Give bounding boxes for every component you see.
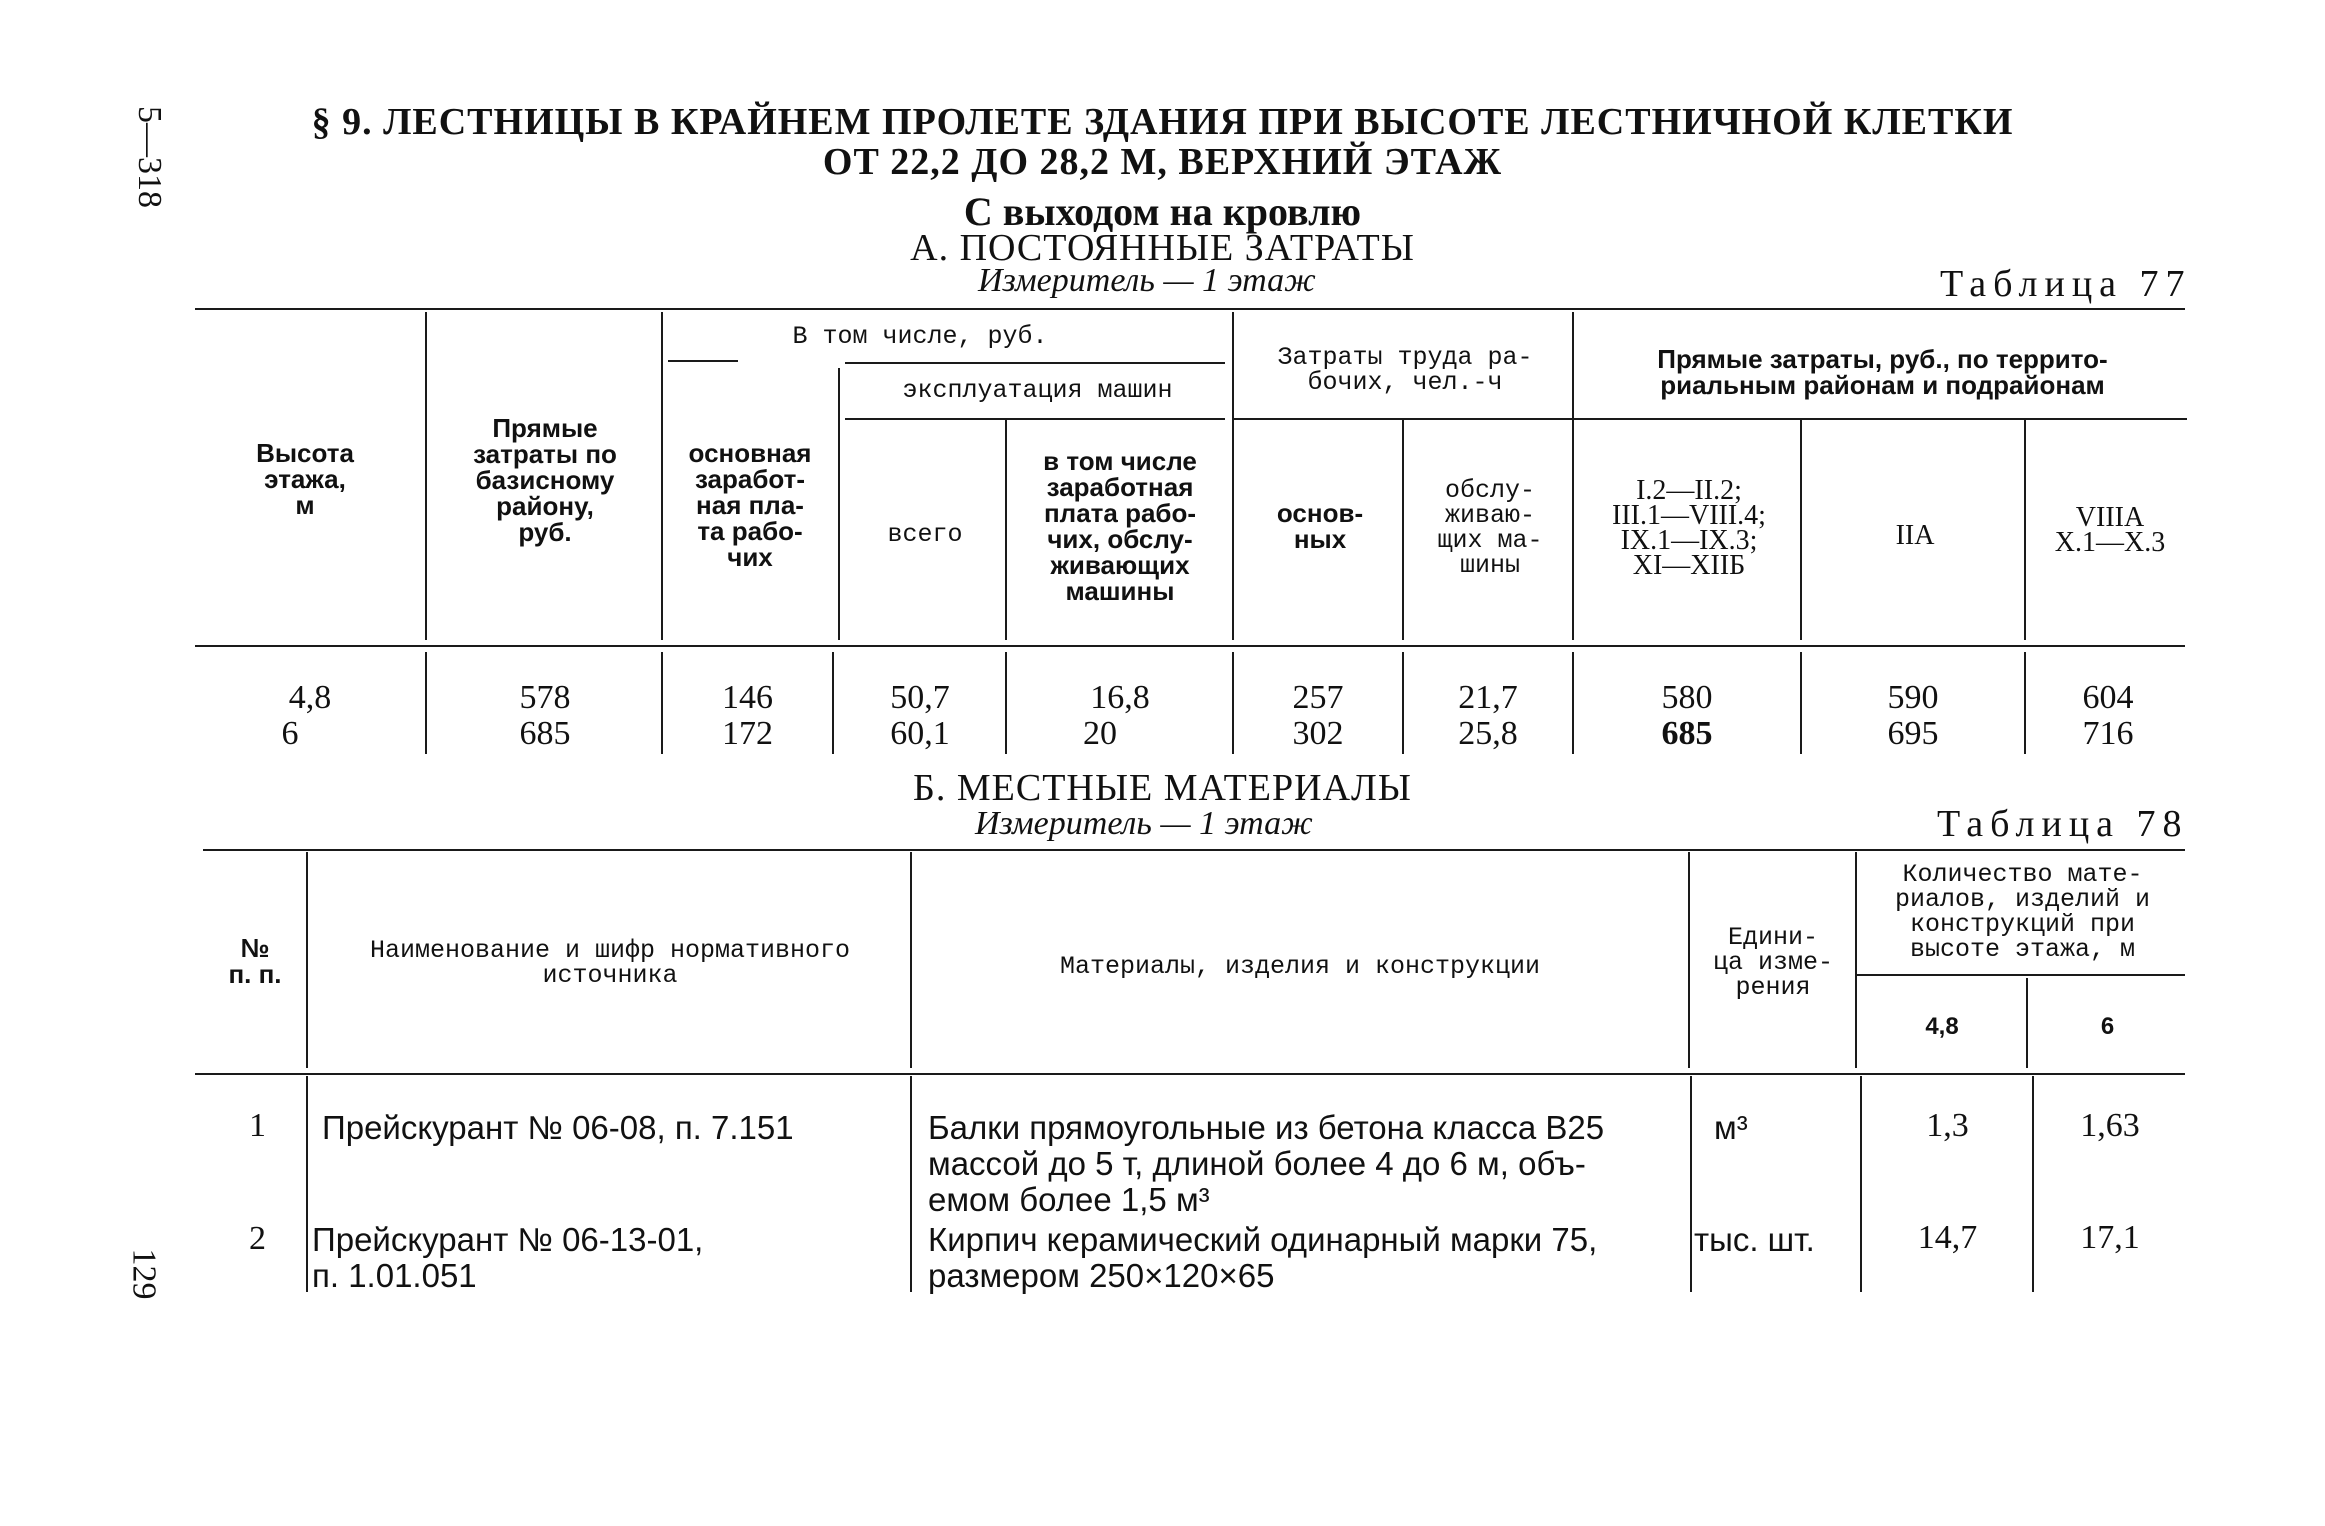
header-region-1: I.2—II.2; III.1—VIII.4; IX.1—IX.3; XI—XIIБ — [1612, 475, 1766, 581]
cell-r1: 580 — [1661, 679, 1713, 716]
cell-r2: 695 — [1887, 715, 1939, 752]
cell-incl-wage: 16,8 — [1090, 679, 1150, 716]
section-b-measure: Измеритель — 1 этаж — [975, 805, 1313, 842]
section-a-title: А. ПОСТОЯННЫЕ ЗАТРАТЫ — [910, 227, 1415, 269]
header-machine-operation: эксплуатация машин — [902, 376, 1173, 405]
cell-r1: 685 — [1661, 715, 1713, 752]
cell-number: 1 — [249, 1107, 266, 1144]
header-quantity: Количество мате- риалов, изделий и конструкций при высоте этажа, м — [1894, 860, 2151, 964]
header-height: Высота этажа, м — [256, 438, 354, 520]
header-number: № п. п. — [228, 933, 282, 989]
cell-wage: 146 — [722, 679, 773, 716]
header-unit: Едини- ца изме- рения — [1712, 923, 1834, 1002]
cell-total: 50,7 — [890, 679, 950, 716]
header-incl-wage: в том числе заработная плата рабо- чих, обслу- живающих машины — [1043, 446, 1197, 606]
section-b-title: Б. МЕСТНЫЕ МАТЕРИАЛЫ — [913, 767, 1412, 809]
cell-direct: 685 — [519, 715, 571, 752]
header-height-6: 6 — [2100, 1013, 2115, 1040]
cell-r2: 590 — [1887, 679, 1939, 716]
cell-material: Кирпич керамический одинарный марки 75, размером 250×120×65 — [928, 1221, 1598, 1294]
cell-qty-4-8: 1,3 — [1926, 1107, 1969, 1144]
header-including: В том числе, руб. — [792, 322, 1048, 351]
header-base-wage: основная заработ- ная пла- та рабо- чих — [688, 438, 812, 572]
header-materials: Материалы, изделия и конструкции — [1059, 952, 1541, 981]
section-a-measure: Измеритель — 1 этаж — [978, 262, 1316, 299]
cell-source: Прейскурант № 06-13-01, п. 1.01.051 — [312, 1221, 704, 1294]
header-region-2: IIA — [1895, 520, 1935, 551]
header-main-workers: основ- ных — [1276, 498, 1364, 554]
cell-qty-6: 1,63 — [2080, 1107, 2140, 1144]
cell-height: 6 — [281, 715, 299, 752]
header-total: всего — [887, 520, 963, 549]
cell-qty-4-8: 14,7 — [1917, 1219, 1978, 1256]
cell-r3: 604 — [2082, 679, 2134, 716]
cell-service: 25,8 — [1458, 715, 1518, 752]
header-direct-costs: Прямые затраты по базисному району, руб. — [473, 413, 617, 547]
cell-number: 2 — [249, 1220, 266, 1257]
margin-page-number: 129 — [125, 1248, 163, 1300]
table-78-label: Таблица 78 — [1937, 803, 2189, 845]
cell-total: 60,1 — [890, 715, 950, 752]
cell-unit: м³ — [1714, 1109, 1748, 1146]
cell-r3: 716 — [2082, 715, 2134, 752]
subtitle: С выходом на кровлю — [963, 189, 1362, 234]
header-labor-costs: Затраты труда ра- бочих, чел.-ч — [1277, 343, 1533, 397]
header-height-4-8: 4,8 — [1925, 1013, 1959, 1040]
header-source: Наименование и шифр нормативного источника — [369, 936, 851, 990]
header-machine-service: обслу- живаю- щих ма- шины — [1437, 476, 1543, 580]
section-heading-line1: § 9. ЛЕСТНИЦЫ В КРАЙНЕМ ПРОЛЕТЕ ЗДАНИЯ ПРИ ВЫСОТЕ ЛЕСТНИЧНОЙ КЛЕТКИ — [311, 101, 2014, 143]
cell-main: 302 — [1292, 715, 1344, 752]
header-region-3: VIIIA X.1—X.3 — [2054, 502, 2166, 558]
cell-wage: 172 — [722, 715, 773, 752]
cell-material: Балки прямоугольные из бетона класса В25 массой до 5 т, длиной более 4 до 6 м, объ- емом более 1,5 м³ — [928, 1109, 1605, 1218]
section-heading-line2: ОТ 22,2 ДО 28,2 М, ВЕРХНИЙ ЭТАЖ — [822, 141, 1503, 183]
margin-code: 5—318 — [131, 106, 168, 208]
cell-source: Прейскурант № 06-08, п. 7.151 — [322, 1109, 794, 1146]
table-77-label: Таблица 77 — [1940, 263, 2192, 305]
cell-qty-6: 17,1 — [2080, 1219, 2140, 1256]
cell-direct: 578 — [519, 679, 571, 716]
cell-unit: тыс. шт. — [1694, 1221, 1815, 1258]
header-regional-costs: Прямые затраты, руб., по террито- риальным районам и подрайонам — [1657, 344, 2108, 400]
cell-incl-wage: 20 — [1083, 715, 1117, 752]
cell-main: 257 — [1292, 679, 1344, 716]
cell-service: 21,7 — [1458, 679, 1518, 716]
cell-height: 4,8 — [288, 679, 332, 716]
